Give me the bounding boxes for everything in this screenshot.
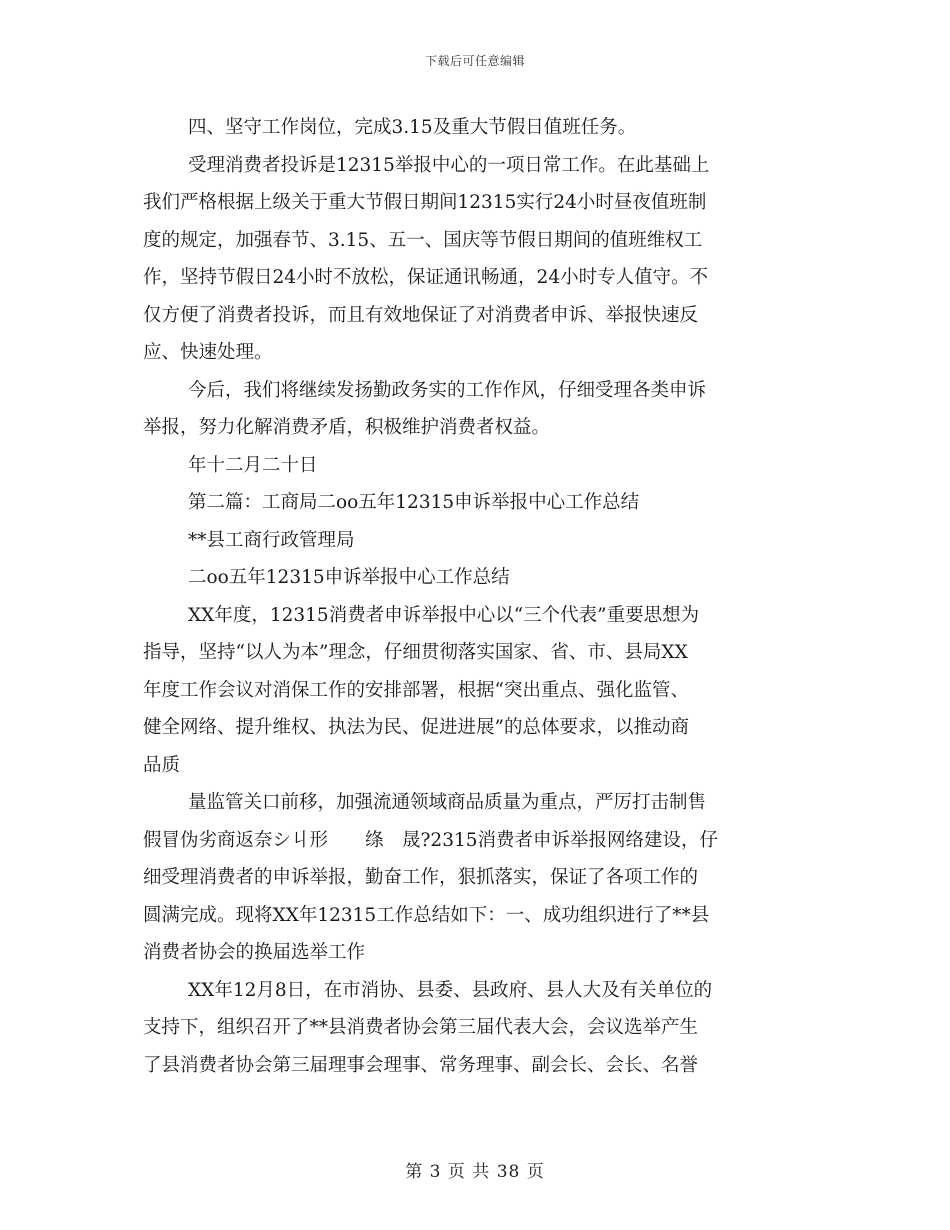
text-line: 健全网络、提升维权、执法为民、促进进展”的总体要求，以推动商 (143, 717, 689, 738)
text-line: 作，坚持节假日24小时不放松，保证通讯畅通，24小时专人值守。不 (143, 267, 709, 288)
text-line: 量监管关口前移，加强流通领域商品质量为重点，严厉打击制售 (188, 792, 707, 813)
text-line: 今后，我们将继续发扬勤政务实的工作作风，仔细受理各类申诉 (188, 379, 707, 401)
text-line: 消费者协会的换届选举工作 (143, 942, 366, 963)
text-line: 举报，努力化解消费矛盾，积极维护消费者权益。 (143, 417, 551, 438)
text-line: 圆满完成。现将XX年12315工作总结如下：一、成功组织进行了**县 (143, 904, 710, 926)
text-line: 指导，坚持“以人为本”理念，仔细贯彻落实国家、省、市、县局XX (143, 642, 688, 663)
text-line: XX年度，12315消费者申诉举报中心以“三个代表”重要思想为 (188, 604, 700, 626)
text-line: 支持下，组织召开了**县消费者协会第三届代表大会，会议选举产生 (143, 1017, 699, 1038)
text-line: 细受理消费者的申诉举报，勤奋工作，狠抓落实，保证了各项工作的 (143, 867, 699, 888)
text-line: XX年12月8日，在市消协、县委、县政府、县人大及有关单位的 (188, 979, 713, 1001)
text-line: 二oo五年12315申诉举报中心工作总结 (188, 567, 510, 588)
text-line: 应、快速处理。 (143, 342, 273, 363)
text-line: 年度工作会议对消保工作的安排部署，根据“突出重点、强化监管、 (143, 679, 689, 701)
text-line: **县工商行政管理局 (188, 529, 355, 551)
text-line: 年十二月二十日 (188, 454, 318, 476)
text-line: 了县消费者协会第三届理事会理事、常务理事、副会长、会长、名誉 (143, 1054, 699, 1076)
text-line: 品质 (143, 754, 181, 776)
page-header-note: 下载后可任意编辑 (424, 54, 525, 68)
text-line: 度的规定，加强春节、3.15、五一、国庆等节假日期间的值班维权工 (143, 229, 703, 251)
text-line: 假冒伪劣商返奈シ丩形 绦 晟?2315消费者申诉举报网络建设，仔 (143, 829, 719, 851)
text-line: 第二篇：工商局二oo五年12315申诉举报中心工作总结 (188, 492, 640, 513)
document-body (143, 109, 811, 1084)
text-line: 四、坚守工作岗位，完成3.15及重大节假日值班任务。 (188, 117, 637, 138)
text-line: 受理消费者投诉是12315举报中心的一项日常工作。在此基础上 (188, 154, 710, 176)
page-number: 第 3 页 共 38 页 (405, 1162, 545, 1182)
text-line: 仅方便了消费者投诉，而且有效地保证了对消费者申诉、举报快速反 (143, 304, 699, 326)
text-line: 我们严格根据上级关于重大节假日期间12315实行24小时昼夜值班制 (143, 192, 707, 213)
